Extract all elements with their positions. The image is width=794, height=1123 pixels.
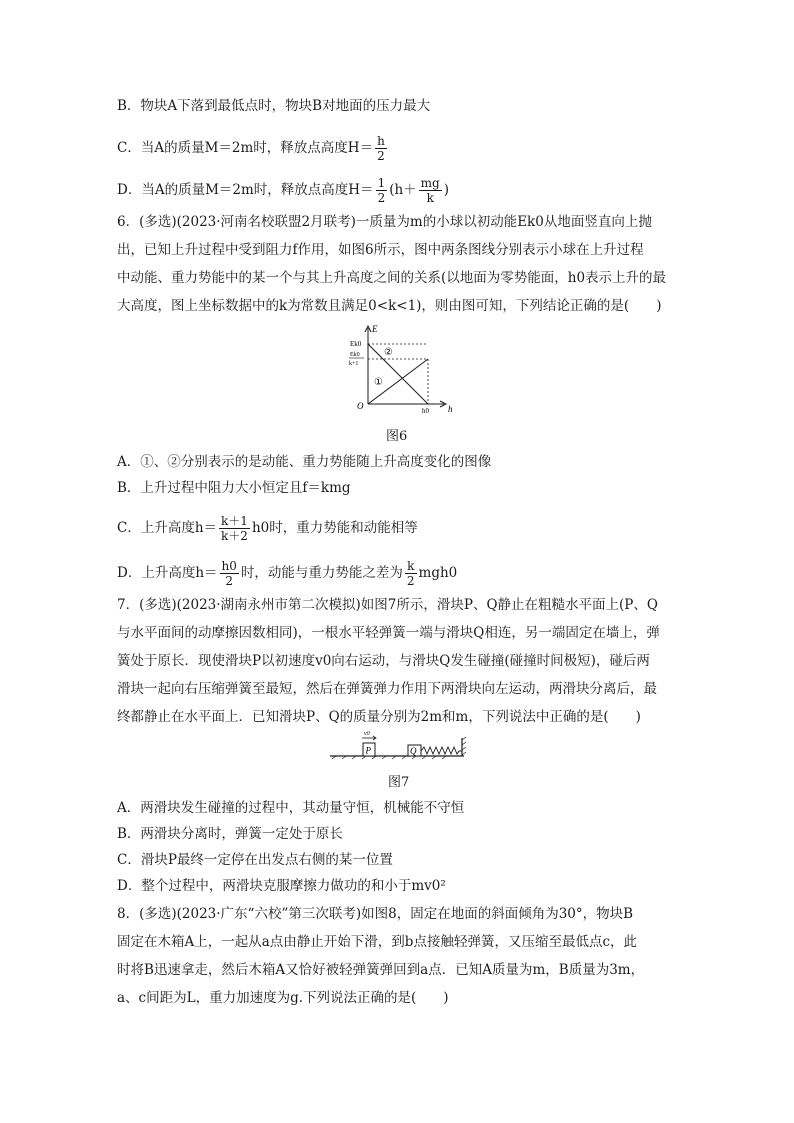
q7-option-d: D．整个过程中，两滑块克服摩擦力做功的和小于mv0²: [117, 878, 446, 894]
q8-stem-line: 8．(多选)(2023·广东“六校”第三次联考)如图8，固定在地面的斜面倾角为30°，物块B: [117, 906, 634, 922]
q6-stem-line: 中动能、重力势能中的某一个与其上升高度之间的关系(以地面为零势能面，h0表示上升的最: [117, 270, 667, 286]
q5-option-d-fraction: [376, 176, 388, 205]
block-q-label: Q: [410, 746, 417, 756]
q7-option-a: A．两滑块发生碰撞的过程中，其动量守恒，机械能不守恒: [117, 800, 465, 816]
block-p-label: P: [365, 745, 371, 756]
q5-option-c-text: C．当A的质量M＝2m时，释放点高度H＝: [117, 140, 374, 156]
q6-option-d-mid: 时，动能与重力势能之差为: [240, 565, 403, 581]
q6-option-d: [117, 559, 457, 588]
q8-stem-line: 固定在木箱A上，一起从a点由静止开始下滑，到b点接触轻弹簧，又压缩至最低点c，此: [117, 934, 637, 950]
origin-label: O: [357, 401, 364, 411]
q5-option-d-fraction-2: [419, 176, 442, 205]
q8-stem-line: a、c间距为L，重力加速度为g.下列说法正确的是( ): [117, 990, 449, 1006]
q8-stem-line: 时将B迅速拿走，然后木箱A又恰好被轻弹簧弹回到a点．已知A质量为m，B质量为3m，: [117, 962, 645, 978]
q7-stem-line: 终都静止在水平面上．已知滑块P、Q的质量分别为2m和m，下列说法中正确的是( ): [117, 709, 641, 725]
q6-stem: [117, 208, 681, 320]
fraction-denominator: 2: [377, 149, 385, 163]
q6-option-c: [117, 514, 418, 543]
q5-option-d-mid: (h＋: [389, 182, 417, 198]
q6-stem-line: 大高度，图上坐标数据中的k为常数且满足0<k<1)，则由图可知，下列结论正确的是( ): [117, 298, 662, 314]
q7-option-b: B．两滑块分离时，弹簧一定处于原长: [117, 826, 343, 842]
q7-stem-line: 簧处于原长．现使滑块P以初速度v0向右运动，与滑块Q发生碰撞(碰撞时间极短)，碰后两: [117, 653, 650, 669]
q8-stem: [117, 900, 681, 1012]
q6-option-d-text: D．上升高度h＝: [117, 565, 218, 581]
q7-stem-line: 7．(多选)(2023·湖南永州市第二次模拟)如图7所示，滑块P、Q静止在粗糙水平面上(P、Q: [117, 597, 658, 613]
fraction-numerator: h: [377, 134, 385, 148]
q5-option-c: [117, 134, 389, 163]
q6-option-c-fraction: [219, 514, 250, 543]
fraction-denominator: 2: [225, 574, 234, 588]
fraction-numerator: h0: [221, 559, 237, 573]
q6-stem-line: 出，已知上升过程中受到阻力f作用，如图6所示，图中两条图线分别表示小球在上升过程: [117, 242, 644, 258]
wall-hatch: [462, 737, 466, 755]
q5-option-d-end: ): [443, 182, 450, 198]
q6-option-d-end: mgh0: [418, 565, 458, 581]
q6-figure-caption: 图6: [386, 429, 408, 444]
q6-option-d-fraction: [220, 559, 239, 588]
q6-option-a: A．①、②分别表示的是动能、重力势能随上升高度变化的图像: [117, 454, 492, 470]
h0-tick-label: h0: [422, 407, 429, 415]
q5-option-b: B．物块A下落到最低点时，物块B对地面的压力最大: [117, 98, 431, 114]
fraction-denominator: k: [426, 191, 434, 205]
q7-stem: [117, 591, 681, 731]
q6-stem-line: 6．(多选)(2023·河南名校联盟2月联考)一质量为m的小球以初动能Ek0从地面竖直向上抛: [117, 214, 652, 230]
q7-option-c: C．滑块P最终一定停在出发点右侧的某一位置: [117, 852, 393, 868]
q7-stem-line: 滑块一起向右压缩弹簧至最短，然后在弹簧弹力作用下两滑块向左运动，两滑块分离后，最: [117, 681, 657, 697]
q5-option-c-fraction: [375, 134, 387, 163]
q6-energy-height-figure: [340, 322, 460, 417]
q5-option-d: [117, 176, 449, 205]
h-axis-label: h: [448, 404, 453, 414]
curve2-marker: ②: [384, 347, 393, 358]
fraction-denominator: k＋2: [221, 529, 248, 543]
velocity-label: v0: [364, 731, 370, 737]
q5-option-d-text: D．当A的质量M＝2m时，释放点高度H＝: [117, 182, 374, 198]
curve-kinetic-line: [368, 344, 428, 404]
ek0-tick-label: Ek0: [350, 340, 362, 348]
q7-stem-line: 与水平面间的动摩擦因数相同)，一根水平轻弹簧一端与滑块Q相连，另一端固定在墙上，弹: [117, 625, 660, 641]
fraction-denominator: 2: [406, 574, 415, 588]
ek0-frac-num-label: Ek0: [350, 352, 360, 358]
ek0-frac-den-label: k+1: [349, 361, 359, 367]
q6-option-d-fraction-2: [405, 559, 417, 588]
q7-figure-caption: 图7: [388, 775, 410, 790]
e-axis-label: E: [372, 324, 378, 334]
fraction-numerator: 1: [377, 176, 386, 190]
q6-option-b: B．上升过程中阻力大小恒定且f＝kmg: [117, 480, 351, 496]
q6-option-c-text: C．上升高度h＝: [117, 520, 218, 536]
fraction-denominator: 2: [377, 191, 386, 205]
q6-option-c-end: h0时，重力势能和动能相等: [251, 520, 418, 536]
curve1-marker: ①: [374, 377, 383, 388]
q7-blocks-spring-figure: [328, 728, 468, 760]
spring-line: [421, 747, 462, 754]
fraction-numerator: k＋1: [221, 514, 248, 528]
fraction-numerator: k: [405, 559, 417, 574]
fraction-numerator: mg: [420, 176, 440, 190]
